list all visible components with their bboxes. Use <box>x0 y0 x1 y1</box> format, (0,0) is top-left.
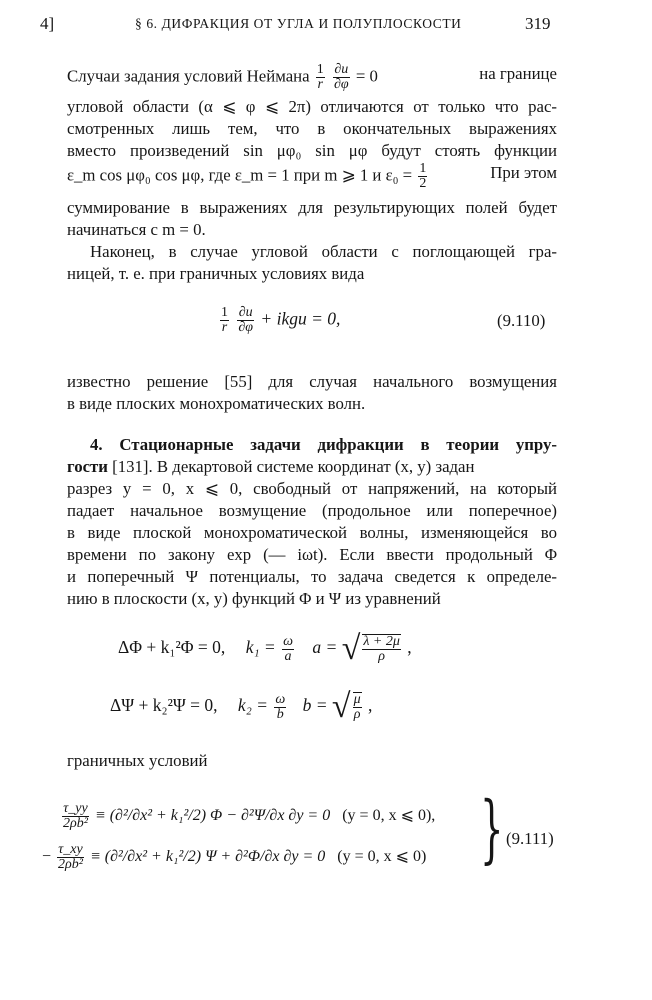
section4-line2: гости [131]. В декартовой системе координат (x, y) задан <box>67 457 475 476</box>
equation-phi: ΔΦ + k₁²Φ = 0, k₁ = $\frac{\omega}{a}$ a = √ $\frac{\lambda + 2\mu}{\rho}$ , <box>118 630 412 667</box>
para1-line5: ε_m cos μφ₀ cos μφ, где ε_m = 1 при m ⩾ 1 и ε₀ = $\frac{1}{2}$ При этом <box>67 161 557 191</box>
para1-line1: Случаи задания условий Неймана $\frac{1}{r}$ $\frac{\partial u}{\partial\varphi}$ = 0 на границе <box>67 62 557 92</box>
boundary-label: граничных условий <box>67 751 208 770</box>
equation-9-111-row2: − $\frac{\tau\_xy}{\text{2ρb²}}$ ≡ (∂²/∂x² + k₁²/2) Ψ + ∂²Φ/∂x ∂y = 0 (y = 0, x ⩽ 0) <box>42 842 427 872</box>
section4-line8: нию в плоскости (x, y) функций Φ и Ψ из уравнений <box>67 589 441 608</box>
section4-line3: разрез y = 0, x ⩽ 0, свободный от напряжений, на который <box>67 479 557 498</box>
para1-line4: вместо произведений sin μφ₀ sin μφ будут стоять функции <box>67 141 557 160</box>
equation-number-9-110: (9.110) <box>497 311 546 330</box>
para3-line2: в виде плоских монохроматических волн. <box>67 394 366 413</box>
para2-line2: ницей, т. е. при граничных условиях вида <box>67 264 365 283</box>
equation-9-111-row1: $\frac{\tau\_yy}{\text{2ρb²}}$ ≡ (∂²/∂x² + k₁²/2) Φ − ∂²Ψ/∂x ∂y = 0 (y = 0, x ⩽ 0), <box>63 801 436 831</box>
para3-line1: известно решение [55] для случая начального возмущения <box>67 372 557 391</box>
equation-psi: ΔΨ + k₂²Ψ = 0, k₂ = $\frac{\omega}{b}$ b = √ $\frac{\mu}{\rho}$ , <box>110 688 373 725</box>
para1-line6: суммирование в выражениях для результирующих полей будет <box>67 198 557 217</box>
equation-9-110: $\frac{1}{r}$ $\frac{\partial u}{\partial\varphi}$ + ikgu = 0, <box>221 305 341 335</box>
section4-line4: падает начальное возмущение (продольное или поперечное) <box>67 501 557 520</box>
section4-line7: и поперечный Ψ потенциалы, то задача сведется к определе- <box>67 567 557 586</box>
inline-frac-du-dphi: $\frac{\partial u}{\partial\varphi}$ <box>333 62 349 92</box>
equation-number-9-111: (9.111) <box>506 829 554 848</box>
page-number: 319 <box>525 14 551 33</box>
para1-line7: начинаться с m = 0. <box>67 220 206 239</box>
section4-line6: времени по закону exp (— iωt). Если ввести продольный Φ <box>67 545 557 564</box>
header-section-ref: 4] <box>40 14 55 33</box>
section-4-heading: 4. Стационарные задачи дифракции в теории упру- <box>90 435 557 454</box>
section4-line5: в виде плоской монохроматической волны, изменяющейся во <box>67 523 557 542</box>
inline-frac-half: $\frac{1}{2}$ <box>419 161 427 191</box>
sqrt-a: √ $\frac{\lambda + 2\mu}{\rho}$ <box>341 630 400 667</box>
header-title: § 6. ДИФРАКЦИЯ ОТ УГЛА И ПОЛУПЛОСКОСТИ <box>135 16 462 31</box>
para1-line2: угловой области (α ⩽ φ ⩽ 2π) отличаются от только что рас- <box>67 97 557 116</box>
sqrt-b: √ $\frac{\mu}{\rho}$ <box>331 688 361 725</box>
right-brace: } <box>480 786 504 872</box>
inline-frac-1-r: $\frac{1}{r}$ <box>316 62 324 92</box>
para2-line1: Наконец, в случае угловой области с поглощающей гра- <box>90 242 557 261</box>
para1-line3: смотренных лишь тем, что в окончательных выражениях <box>67 119 557 138</box>
